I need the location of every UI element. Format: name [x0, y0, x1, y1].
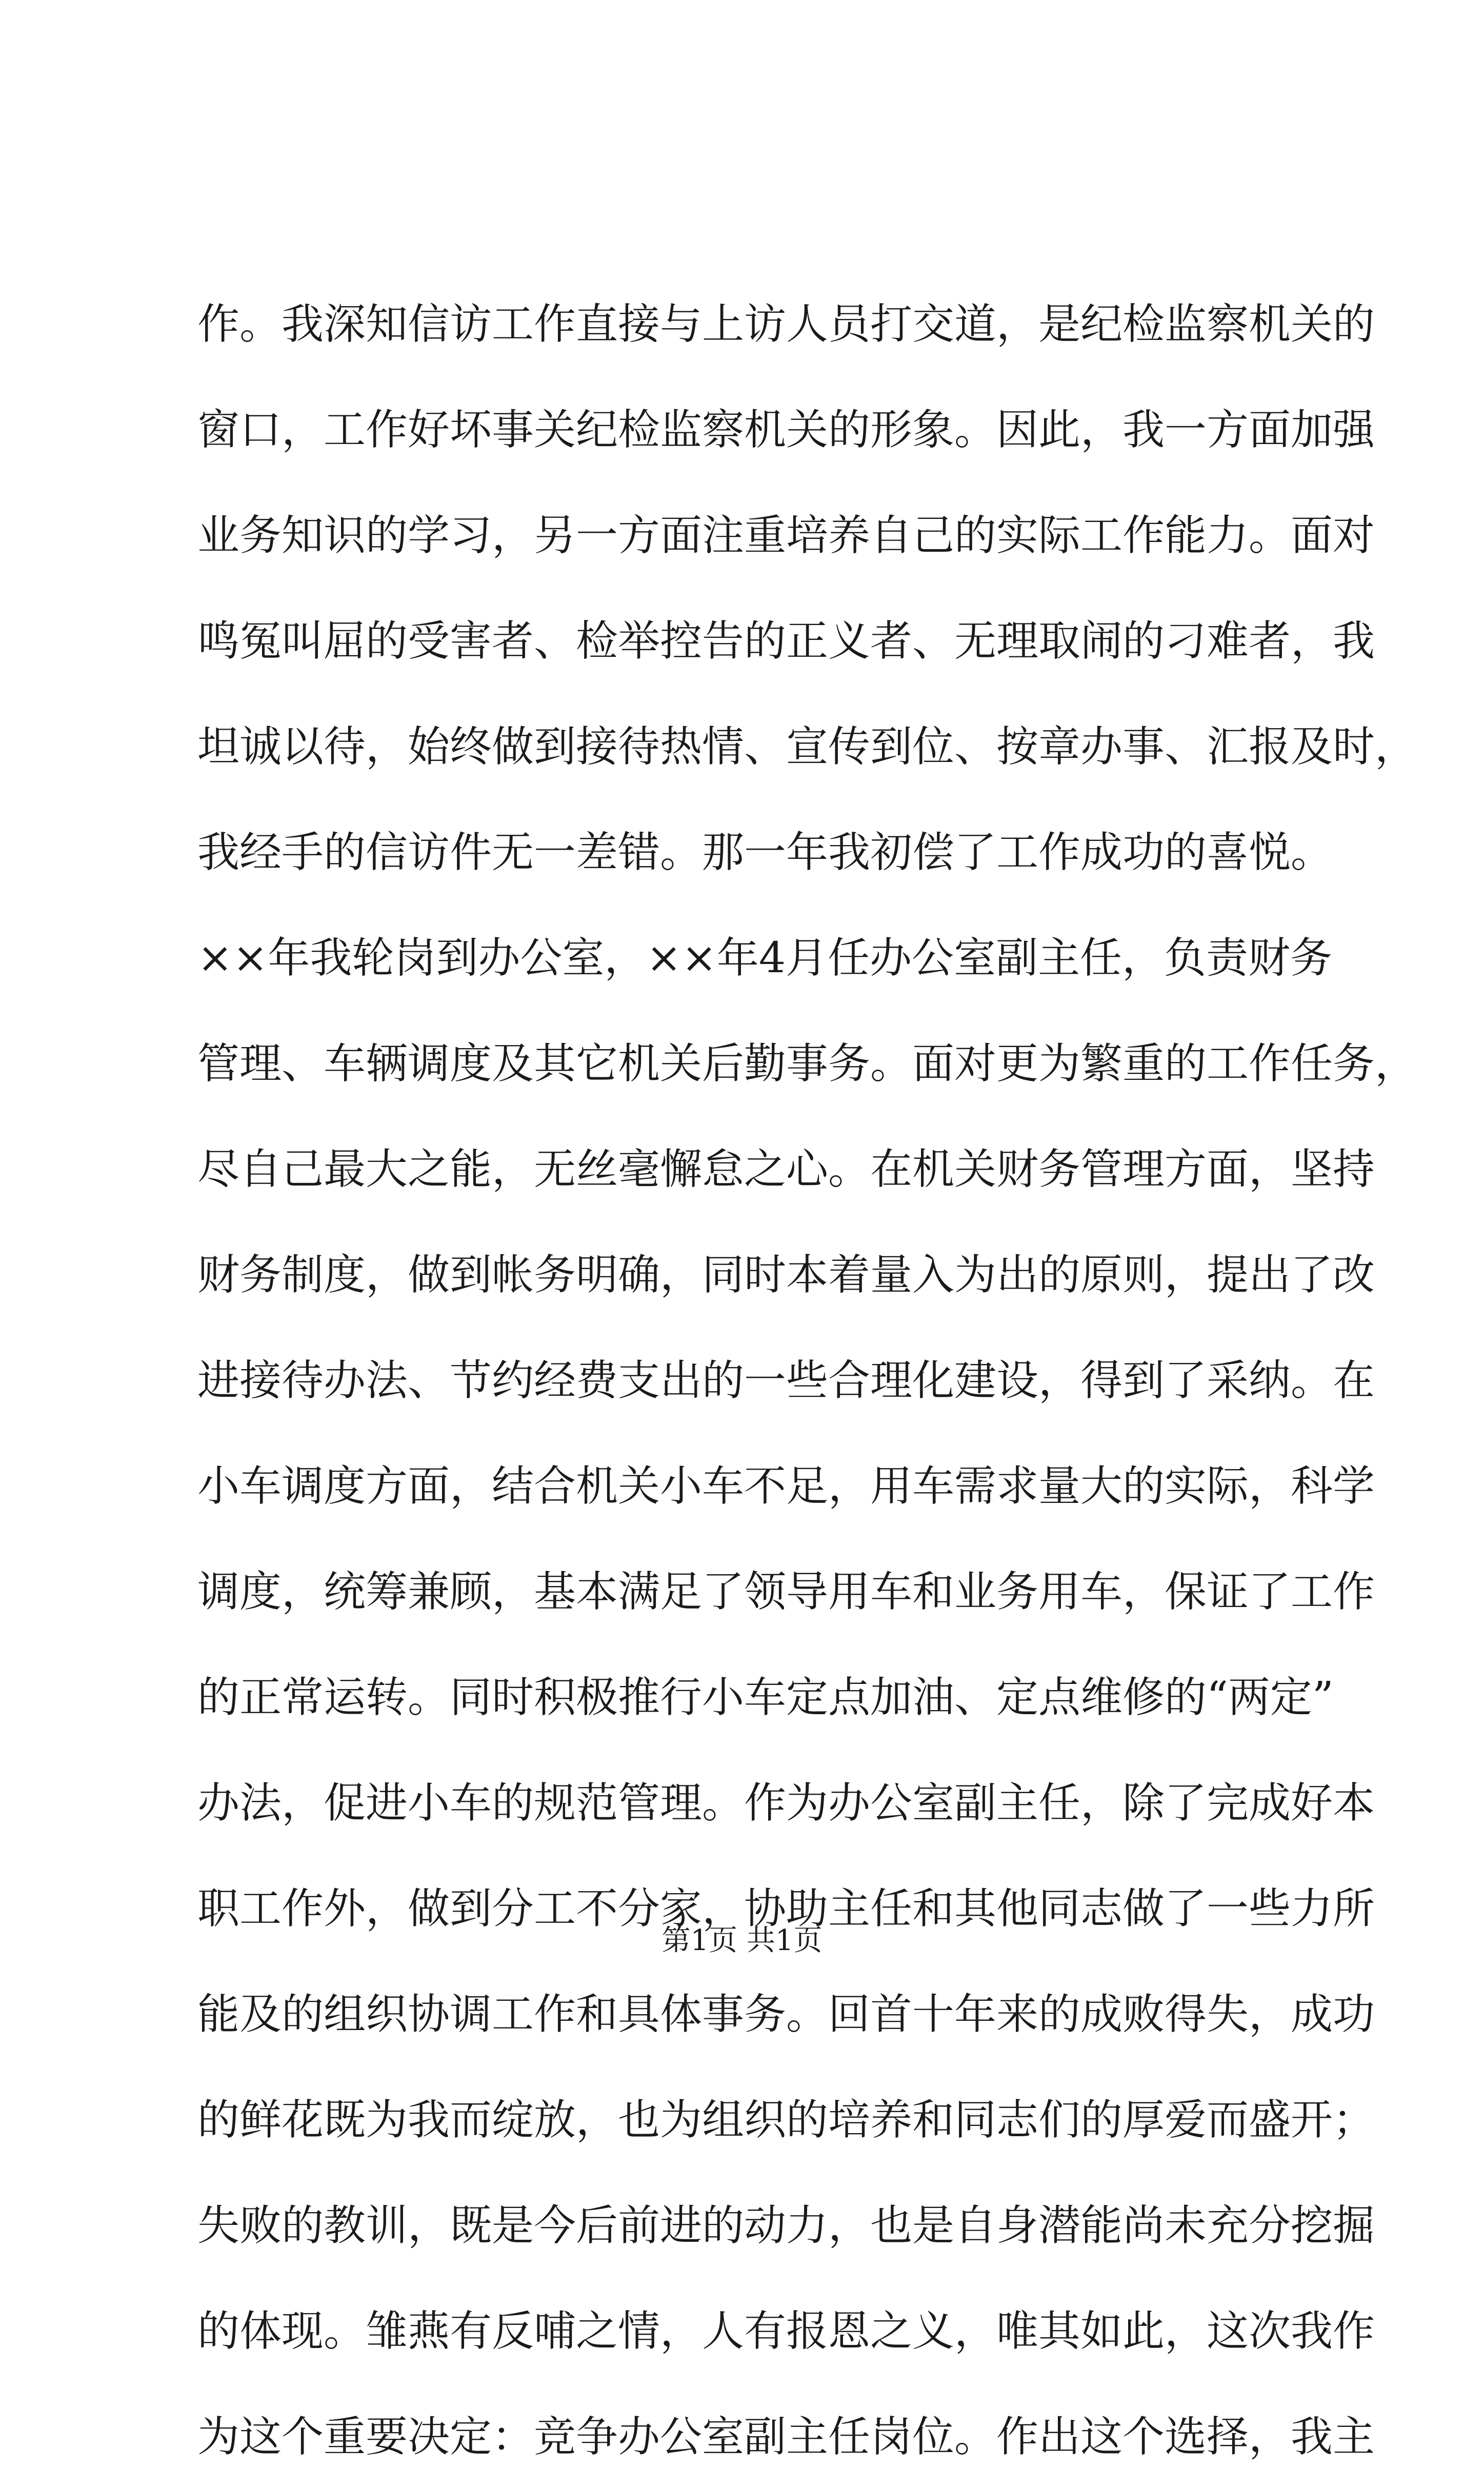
page-footer: [0, 1920, 1484, 1961]
text-line: ××年我轮岗到办公室，××年4月任办公室副主任，负责财务: [197, 934, 1332, 982]
text-line: 业务知识的学习，另一方面注重培养自己的实际工作能力。面对: [197, 511, 1375, 560]
text-line: 尽自己最大之能，无丝毫懈怠之心。在机关财务管理方面，坚持: [197, 1145, 1375, 1194]
text-line: 作。我深知信访工作直接与上访人员打交道，是纪检监察机关的: [197, 300, 1375, 349]
text-line: 的鲜花既为我而绽放，也为组织的培养和同志们的厚爱而盛开；: [197, 2096, 1375, 2144]
text-line: 办法，促进小车的规范管理。作为办公室副主任，除了完成好本: [197, 1779, 1375, 1828]
text-line: 小车调度方面，结合机关小车不足，用车需求量大的实际，科学: [197, 1462, 1375, 1511]
text-line: 鸣冤叫屈的受害者、检举控告的正义者、无理取闹的刁难者，我: [197, 617, 1375, 666]
page-number: 第1页 共1页: [661, 1924, 823, 1957]
text-line: 财务制度，做到帐务明确，同时本着量入为出的原则，提出了改: [197, 1251, 1375, 1299]
text-line: 为这个重要决定：竞争办公室副主任岗位。作出这个选择，我主: [197, 2413, 1375, 2461]
text-line: 的正常运转。同时积极推行小车定点加油、定点维修的“两定”: [197, 1673, 1334, 1722]
text-line: 能及的组织协调工作和具体事务。回首十年来的成败得失，成功: [197, 1990, 1375, 2039]
text-line: 窗口，工作好坏事关纪检监察机关的形象。因此，我一方面加强: [197, 406, 1375, 454]
text-line: 调度，统筹兼顾，基本满足了领导用车和业务用车，保证了工作: [197, 1568, 1375, 1616]
text-line: 职工作外，做到分工不分家，协助主任和其他同志做了一些力所: [197, 1884, 1375, 1933]
text-line: 失败的教训，既是今后前进的动力，也是自身潜能尚未充分挖掘: [197, 2201, 1375, 2250]
text-line: 我经手的信访件无一差错。那一年我初偿了工作成功的喜悦。: [197, 828, 1333, 877]
body-text: [197, 272, 1417, 2490]
text-line: 坦诚以待，始终做到接待热情、宣传到位、按章办事、汇报及时，: [197, 722, 1417, 771]
text-line: 管理、车辆调度及其它机关后勤事务。面对更为繁重的工作任务，: [197, 1039, 1417, 1088]
text-line: 的体现。雏燕有反哺之情，人有报恩之义，唯其如此，这次我作: [197, 2307, 1375, 2356]
text-line: 进接待办法、节约经费支出的一些合理化建设，得到了采纳。在: [197, 1356, 1375, 1405]
